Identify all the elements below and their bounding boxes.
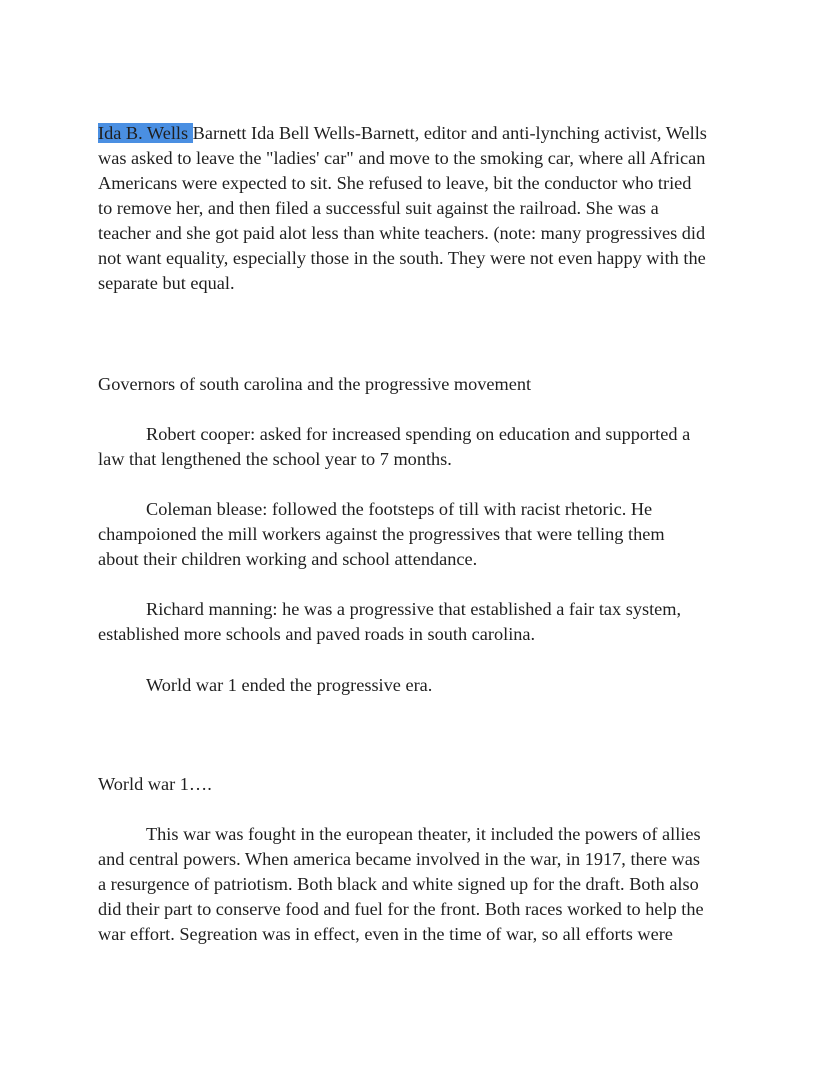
ww1-heading: World war 1…. [98, 774, 212, 794]
manning-line-2: established more schools and paved roads in south carolina. [98, 624, 536, 644]
ww1-paragraph-line-5: war effort. Segreation was in effect, even in the time of war, so all efforts were [98, 924, 673, 944]
ww1-paragraph-line-2: and central powers. When america became involved in the war, in 1917, there was [98, 849, 700, 869]
blease-line-3: about their children working and school attendance. [98, 549, 478, 569]
ww1-ended-line: World war 1 ended the progressive era. [146, 675, 433, 695]
blease-line-1: Coleman blease: followed the footsteps of till with racist rhetoric. He [146, 499, 653, 519]
ww1-paragraph-line-3: a resurgence of patriotism. Both black and white signed up for the draft. Both also [98, 874, 699, 894]
ida-paragraph-line-2: was asked to leave the "ladies' car" and move to the smoking car, where all African [98, 148, 706, 168]
blease-line-2: champoioned the mill workers against the progressives that were telling them [98, 524, 665, 544]
governors-heading: Governors of south carolina and the progressive movement [98, 374, 532, 394]
ida-paragraph-line-4: to remove her, and then filed a successful suit against the railroad. She was a [98, 198, 659, 218]
ww1-paragraph-line-1: This war was fought in the european theater, it included the powers of allies [146, 824, 701, 844]
cooper-line-1: Robert cooper: asked for increased spending on education and supported a [146, 424, 691, 444]
ida-paragraph-line-6: not want equality, especially those in the south. They were not even happy with the [98, 248, 706, 268]
ww1-paragraph-line-4: did their part to conserve food and fuel for the front. Both races worked to help the [98, 899, 704, 919]
highlighted-text[interactable]: Ida B. Wells [98, 123, 193, 143]
ida-paragraph-line-7: separate but equal. [98, 273, 235, 293]
manning-line-1: Richard manning: he was a progressive that established a fair tax system, [146, 599, 682, 619]
cooper-line-2: law that lengthened the school year to 7 months. [98, 449, 452, 469]
ida-paragraph-line-3: Americans were expected to sit. She refused to leave, bit the conductor who tried [98, 173, 692, 193]
ida-paragraph-line-1 [98, 121, 707, 146]
ida-paragraph-line-5: teacher and she got paid alot less than white teachers. (note: many progressives did [98, 223, 706, 243]
ida-paragraph-text: Barnett Ida Bell Wells-Barnett, editor and anti-lynching activist, Wells [192, 123, 707, 143]
